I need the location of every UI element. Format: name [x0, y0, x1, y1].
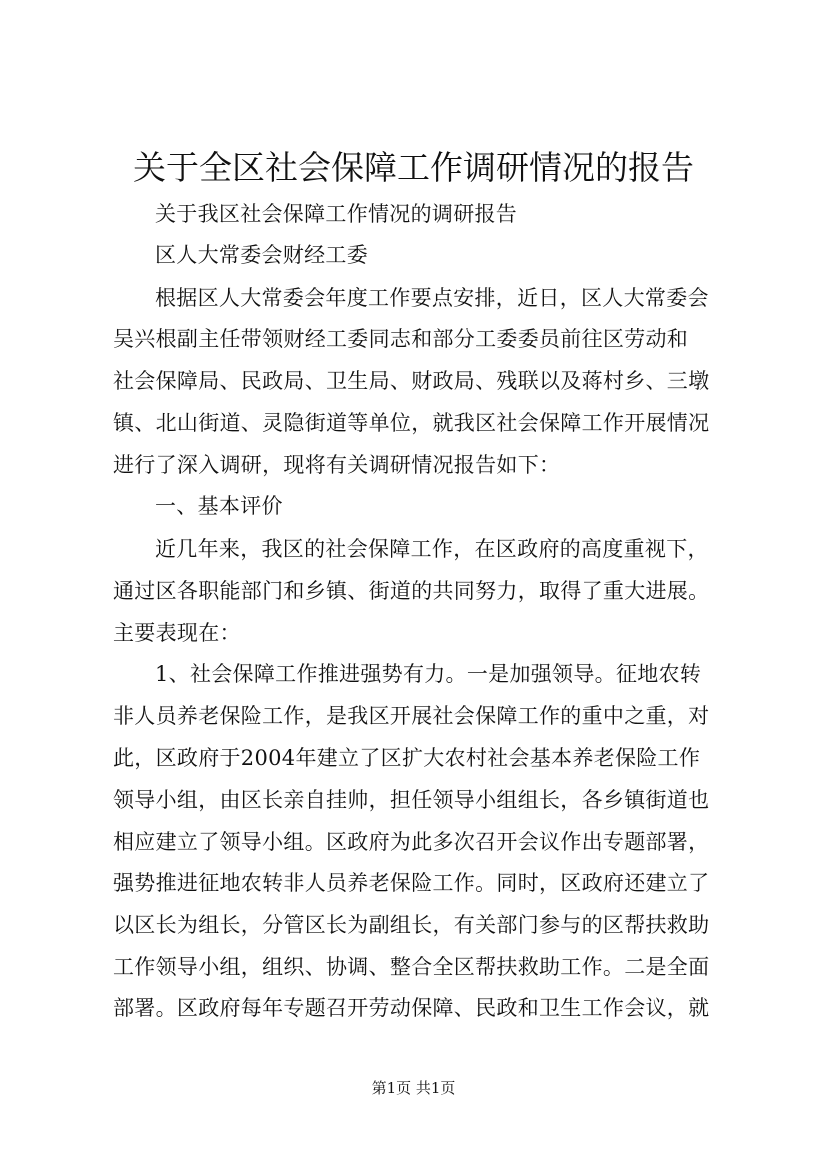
paragraph-line: 镇、北山街道、灵隐街道等单位，就我区社会保障工作开展情况: [113, 411, 710, 435]
paragraph-line: 近几年来，我区的社会保障工作，在区政府的高度重视下，: [155, 537, 709, 561]
paragraph-line: 工作领导小组，组织、协调、整合全区帮扶救助工作。二是全面: [113, 955, 710, 979]
paragraph-line: 社会保障局、民政局、卫生局、财政局、残联以及蒋村乡、三墩: [113, 369, 710, 393]
paragraph-line: 此，区政府于2004年建立了区扩大农村社会基本养老保险工作: [113, 746, 701, 770]
page-footer: 第1页 共1页: [371, 1079, 456, 1097]
paragraph-line: 非人员养老保险工作，是我区开展社会保障工作的重中之重，对: [113, 704, 710, 728]
paragraph-line: 进行了深入调研，现将有关调研情况报告如下：: [113, 453, 561, 477]
paragraph-line: 主要表现在：: [113, 621, 241, 645]
author-line: 区人大常委会财经工委: [155, 243, 368, 267]
paragraph-line: 相应建立了领导小组。区政府为此多次召开会议作出专题部署，: [113, 830, 710, 854]
paragraph-line: 部署。区政府每年专题召开劳动保障、民政和卫生工作会议，就: [113, 996, 710, 1020]
paragraph-line: 以区长为组长，分管区长为副组长，有关部门参与的区帮扶救助: [113, 913, 710, 937]
subtitle-line: 关于我区社会保障工作情况的调研报告: [155, 202, 518, 226]
paragraph-line: 强势推进征地农转非人员养老保险工作。同时，区政府还建立了: [113, 871, 710, 895]
paragraph-line: 根据区人大常委会年度工作要点安排，近日，区人大常委会: [155, 286, 709, 310]
document-title: 关于全区社会保障工作调研情况的报告: [133, 148, 694, 187]
paragraph-line: 1、社会保障工作推进强势有力。一是加强领导。征地农转: [155, 662, 702, 686]
paragraph-line: 吴兴根副主任带领财经工委同志和部分工委委员前往区劳动和: [113, 327, 689, 351]
section-heading: 一、基本评价: [155, 494, 283, 518]
paragraph-line: 领导小组，由区长亲自挂帅，担任领导小组组长，各乡镇街道也: [113, 788, 710, 812]
paragraph-line: 通过区各职能部门和乡镇、街道的共同努力，取得了重大进展。: [113, 579, 710, 603]
